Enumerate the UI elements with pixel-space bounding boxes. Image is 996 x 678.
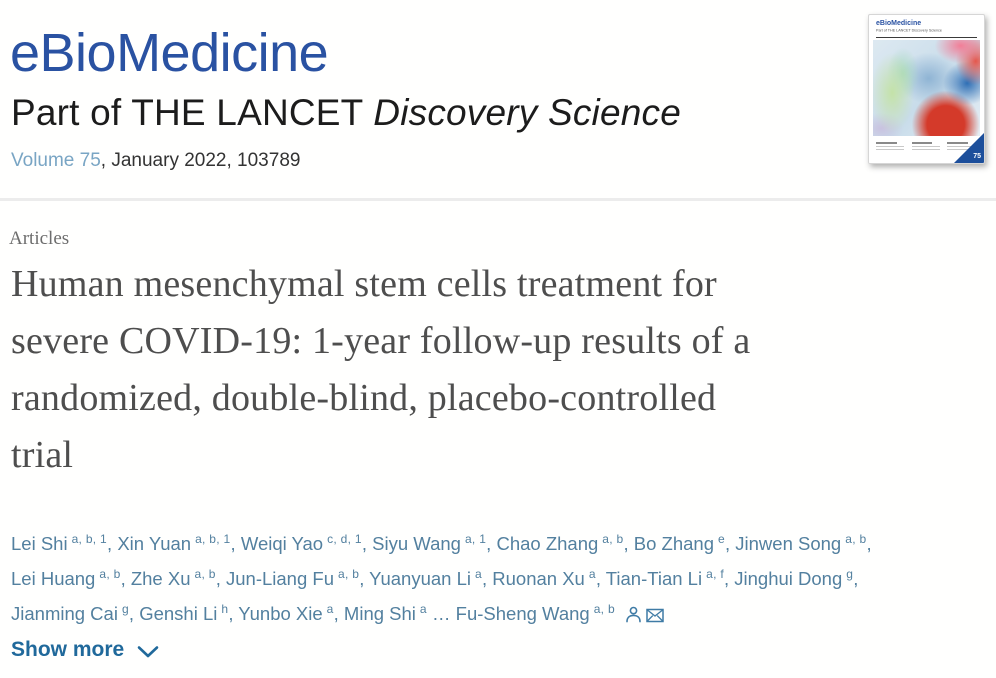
author-link[interactable]: Jinwen Song $^{a, b}$: [735, 532, 867, 555]
cover-header: [869, 15, 984, 36]
author-affiliation-sup: c, d, 1: [327, 532, 362, 546]
author-separator: ,: [359, 568, 370, 590]
author-affiliation-sup: a: [475, 567, 482, 582]
author-link[interactable]: Ruonan Xu $^a$: [492, 567, 596, 590]
author-separator: ,: [486, 533, 497, 555]
journal-subtitle-prefix: Part of THE LANCET: [11, 92, 374, 133]
author-link[interactable]: Tian-Tian Li $^{a, f}$: [605, 567, 724, 590]
author-separator: ,: [215, 568, 226, 590]
header-divider: [0, 198, 996, 201]
article-title-line: severe COVID-19: 1-year follow-up results of a: [11, 320, 751, 362]
author-separator: ,: [853, 568, 859, 590]
show-more-button[interactable]: [11, 638, 160, 662]
author-affiliation-sup: g: [121, 602, 129, 617]
author-affiliation-sup: a, b: [845, 532, 867, 546]
author-affiliation-sup: g: [846, 567, 854, 582]
author-affiliation-sup: a, b, 1: [195, 532, 231, 546]
author-link[interactable]: Jianming Cai $^g$: [11, 602, 129, 625]
journal-subtitle-italic: Discovery Science: [373, 92, 682, 133]
author-affiliation-sup: a, f: [706, 567, 724, 582]
cover-rule: [876, 37, 977, 38]
journal-subtitle: [11, 92, 681, 134]
author-link[interactable]: Weiqi Yao $^{c, d, 1}$: [240, 532, 362, 555]
author-separator: ,: [725, 533, 736, 555]
author-separator: ,: [623, 533, 634, 555]
article-title: [11, 256, 961, 484]
author-link[interactable]: Genshi Li $^h$: [139, 602, 229, 625]
author-link[interactable]: Yuanyuan Li $^a$: [369, 567, 482, 590]
author-list-content: [11, 533, 872, 624]
author-affiliation-sup: a, b: [337, 567, 360, 582]
author-affiliation-sup: e: [718, 532, 725, 546]
author-link[interactable]: Bo Zhang $^e$: [633, 532, 725, 555]
author-list: [11, 524, 973, 629]
author-link[interactable]: Zhe Xu $^{a, b}$: [130, 567, 216, 590]
author-affiliation-sup: a, b: [602, 532, 624, 546]
author-separator: ,: [107, 533, 118, 555]
author-link[interactable]: Ming Shi $^a$: [343, 602, 427, 625]
show-more-label: Show more: [11, 638, 125, 661]
issue-info: , January 2022, 103789: [100, 150, 301, 171]
author-affiliation-sup: a: [326, 602, 334, 617]
author-separator: ,: [228, 603, 239, 625]
author-affiliation-sup: a, b: [194, 567, 216, 582]
author-link[interactable]: Yunbo Xie $^a$: [238, 602, 334, 625]
author-separator: ,: [866, 533, 872, 555]
article-title-line: Human mesenchymal stem cells treatment for: [11, 263, 717, 305]
author-separator: ,: [128, 603, 140, 625]
author-affiliation-sup: a, b, 1: [71, 532, 108, 546]
author-separator: …: [426, 603, 456, 625]
author-affiliation-sup: h: [221, 602, 229, 617]
cover-journal-title: eBioMedicine: [876, 20, 922, 27]
author-link[interactable]: Chao Zhang $^{a, b}$: [496, 532, 624, 555]
journal-cover-thumbnail[interactable]: [868, 14, 985, 164]
cover-journal-subtitle: Part of THE LANCET Discovery Science: [876, 28, 942, 33]
author-link[interactable]: Lei Huang $^{a, b}$: [11, 567, 121, 590]
author-link[interactable]: Jinghui Dong $^g$: [734, 567, 854, 590]
section-label-articles: Articles: [9, 228, 70, 249]
volume-link[interactable]: Volume 75: [11, 150, 101, 171]
author-separator: ,: [361, 533, 373, 555]
author-affiliation-sup: a: [588, 567, 596, 582]
corresponding-author-person-icon[interactable]: [625, 606, 642, 623]
author-separator: ,: [230, 533, 241, 555]
author-link[interactable]: Siyu Wang $^{a, 1}$: [372, 532, 487, 555]
author-affiliation-sup: a, 1: [464, 532, 487, 546]
author-separator: ,: [595, 568, 606, 590]
chevron-down-icon: [136, 645, 160, 659]
author-affiliation-sup: a: [419, 602, 427, 617]
email-envelope-icon[interactable]: [646, 608, 664, 623]
cover-artwork: [873, 40, 980, 136]
author-separator: ,: [120, 568, 131, 590]
article-title-line: randomized, double-blind, placebo-controlled: [11, 377, 717, 419]
author-affiliation-sup: a, b: [99, 567, 121, 582]
author-link[interactable]: Xin Yuan $^{a, b, 1}$: [117, 532, 231, 555]
author-separator: ,: [723, 568, 735, 590]
author-affiliation-sup: a, b: [593, 602, 615, 617]
cover-volume-badge: 75: [973, 153, 981, 160]
author-icons: [621, 603, 664, 624]
author-link[interactable]: Jun-Liang Fu $^{a, b}$: [226, 567, 360, 590]
author-separator: ,: [481, 568, 493, 590]
author-link[interactable]: Fu-Sheng Wang $^{a, b}$: [455, 602, 615, 625]
journal-logo[interactable]: eBioMedicine: [10, 23, 329, 83]
article-title-line: trial: [11, 434, 74, 476]
author-separator: ,: [333, 603, 344, 625]
author-link[interactable]: Lei Shi $^{a, b, 1}$: [11, 532, 108, 555]
volume-issue-line: [11, 150, 300, 172]
cover-footer-column: [912, 142, 942, 163]
cover-footer-column: [876, 142, 906, 163]
